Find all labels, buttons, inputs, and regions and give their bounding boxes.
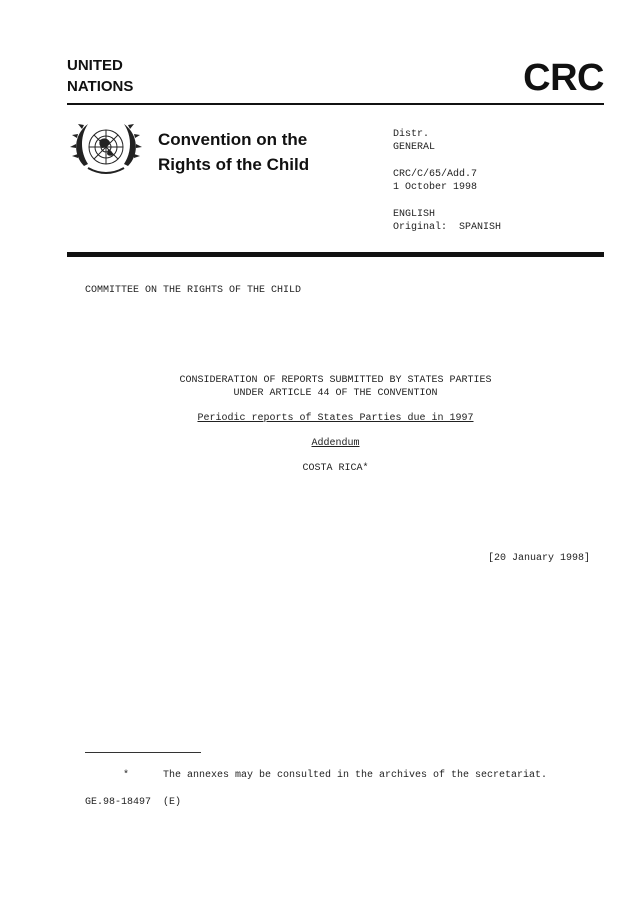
country-name: COSTA RICA* xyxy=(302,463,369,474)
submission-date: [20 January 1998] xyxy=(487,553,590,564)
convention-title-line2: Rights of the Child xyxy=(158,155,310,174)
un-emblem-icon xyxy=(70,118,142,180)
header-rule xyxy=(67,103,604,105)
thick-rule xyxy=(67,252,604,257)
footnote-separator xyxy=(85,752,201,753)
org-name-line1: UNITED xyxy=(67,57,123,74)
heading-line-2: UNDER ARTICLE 44 OF THE CONVENTION xyxy=(233,388,438,399)
committee-name: COMMITTEE ON THE RIGHTS OF THE CHILD xyxy=(85,285,302,296)
footnote-text: The annexes may be consulted in the archives of the secretariat. xyxy=(163,770,548,781)
convention-title-line1: Convention on the xyxy=(158,130,308,149)
document-symbol: CRC/C/65/Add.7 xyxy=(393,169,478,180)
document-series-symbol: CRC xyxy=(523,57,604,99)
distr-value: GENERAL xyxy=(393,142,436,153)
original-language: Original: SPANISH xyxy=(393,222,502,233)
org-name xyxy=(67,55,133,97)
addendum-heading xyxy=(67,437,604,450)
footnote-mark: * xyxy=(123,770,130,781)
distribution-block xyxy=(393,128,501,234)
language: ENGLISH xyxy=(393,209,436,220)
convention-title xyxy=(158,127,309,177)
spacer xyxy=(393,154,501,168)
addendum-label: Addendum xyxy=(311,438,360,449)
footnote xyxy=(123,769,547,782)
org-name-line2: NATIONS xyxy=(67,78,134,95)
document-date: 1 October 1998 xyxy=(393,182,478,193)
heading-line-1: CONSIDERATION OF REPORTS SUBMITTED BY STATES PARTIES xyxy=(179,375,492,386)
subheading xyxy=(67,412,604,425)
distr-label: Distr. xyxy=(393,129,430,140)
periodic-reports-title: Periodic reports of States Parties due in 1997 xyxy=(197,413,474,424)
spacer xyxy=(393,194,501,208)
job-number: GE.98-18497 (E) xyxy=(85,797,182,808)
